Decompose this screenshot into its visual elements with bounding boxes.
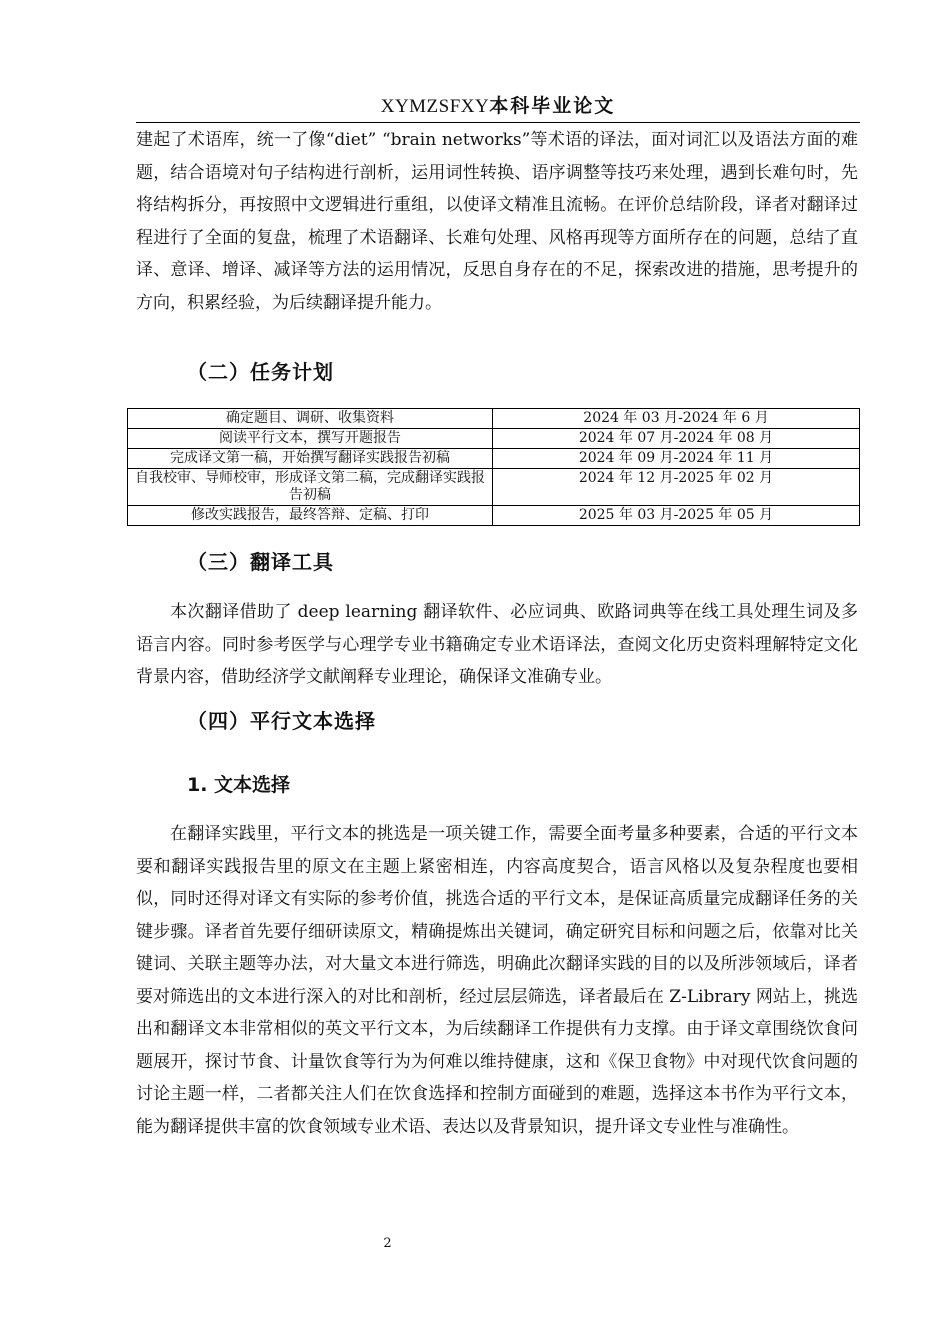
section-heading-translation-tools: （三）翻译工具 <box>187 550 334 574</box>
section-heading-task-plan: （二）任务计划 <box>187 360 334 384</box>
table-row <box>128 429 860 449</box>
table-cell-period: 2025 年 03 月-2025 年 05 月 <box>493 506 860 526</box>
header-thesis-label: 本科毕业论文 <box>489 95 616 117</box>
table-cell-task: 确定题目、调研、收集资料 <box>128 409 493 429</box>
page-number: 2 <box>383 1236 392 1251</box>
table-cell-period: 2024 年 03 月-2024 年 6 月 <box>493 409 860 429</box>
table-cell-period: 2024 年 09 月-2024 年 11 月 <box>493 449 860 469</box>
table-cell-period: 2024 年 07 月-2024 年 08 月 <box>493 429 860 449</box>
table-cell-period: 2024 年 12 月-2025 年 02 月 <box>493 469 860 506</box>
table-row <box>128 506 860 526</box>
page-header <box>136 92 860 123</box>
table-cell-task: 自我校审、导师校审，形成译文第二稿，完成翻译实践报告初稿 <box>128 469 493 506</box>
table-row <box>128 469 860 506</box>
paragraph-text-selection: 在翻译实践里，平行文本的挑选是一项关键工作，需要全面考量多种要素，合适的平行文本要和翻译实践报告里的原文在主题上紧密相连，内容高度契合，语言风格以及复杂程度也要相似，同时还得对译文有实际的参考价值，挑选合适的平行文本，是保证高质量完成翻译任务的关键步骤。译者首先要仔细研读原文，精确提炼出关键词，确定研究目标和问题之后，依靠对比关键词、关联主题等办法，对大量文本进行筛选，明确此次翻译实践的目的以及所涉领域后，译者要对筛选出的文本进行深入的对比和剖析，经过层层筛选，译者最后在 Z-Library 网站上，挑选出和翻译文本非常相似的英文平行文本，为后续翻译工作提供有力支撑。由于译文章围绕饮食问题展开，探讨节食、计量饮食等行为为何难以维持健康，这和《保卫食物》中对现代饮食问题的讨论主题一样，二者都关注人们在饮食选择和控制方面碰到的难题，选择这本书作为平行文本，能为翻译提供丰富的饮食领域专业术语、表达以及背景知识，提升译文专业性与准确性。 <box>136 824 858 1137</box>
subheading-text-selection: 1. 文本选择 <box>187 774 291 796</box>
header-school-code: XYMZSFXY <box>380 96 490 117</box>
section-heading-parallel-text: （四）平行文本选择 <box>187 709 376 733</box>
table-row <box>128 449 860 469</box>
table-row <box>128 409 860 429</box>
paragraph-translation-tools: 本次翻译借助了 deep learning 翻译软件、必应词典、欧路词典等在线工具处理生词及多语言内容。同时参考医学与心理学专业书籍确定专业术语译法，查阅文化历史资料理解特定文化背景内容，借助经济学文献阐释专业理论，确保译文准确专业。 <box>136 602 858 687</box>
table-cell-task: 修改实践报告，最终答辩、定稿、打印 <box>128 506 493 526</box>
table-cell-task: 阅读平行文本，撰写开题报告 <box>128 429 493 449</box>
task-plan-table <box>127 408 860 526</box>
paragraph-translation-process: 建起了术语库，统一了像“diet” “brain networks”等术语的译法，面对词汇以及语法方面的难题，结合语境对句子结构进行剖析，运用词性转换、语序调整等技巧来处理，遇到长难句时，先将结构拆分，再按照中文逻辑进行重组，以使译文精准且流畅。在评价总结阶段，译者对翻译过程进行了全面的复盘，梳理了术语翻译、长难句处理、风格再现等方面所存在的问题，总结了直译、意译、增译、减译等方法的运用情况，反思自身存在的不足，探索改进的措施，思考提升的方向，积累经验，为后续翻译提升能力。 <box>136 130 858 313</box>
table-cell-task: 完成译文第一稿，开始撰写翻译实践报告初稿 <box>128 449 493 469</box>
